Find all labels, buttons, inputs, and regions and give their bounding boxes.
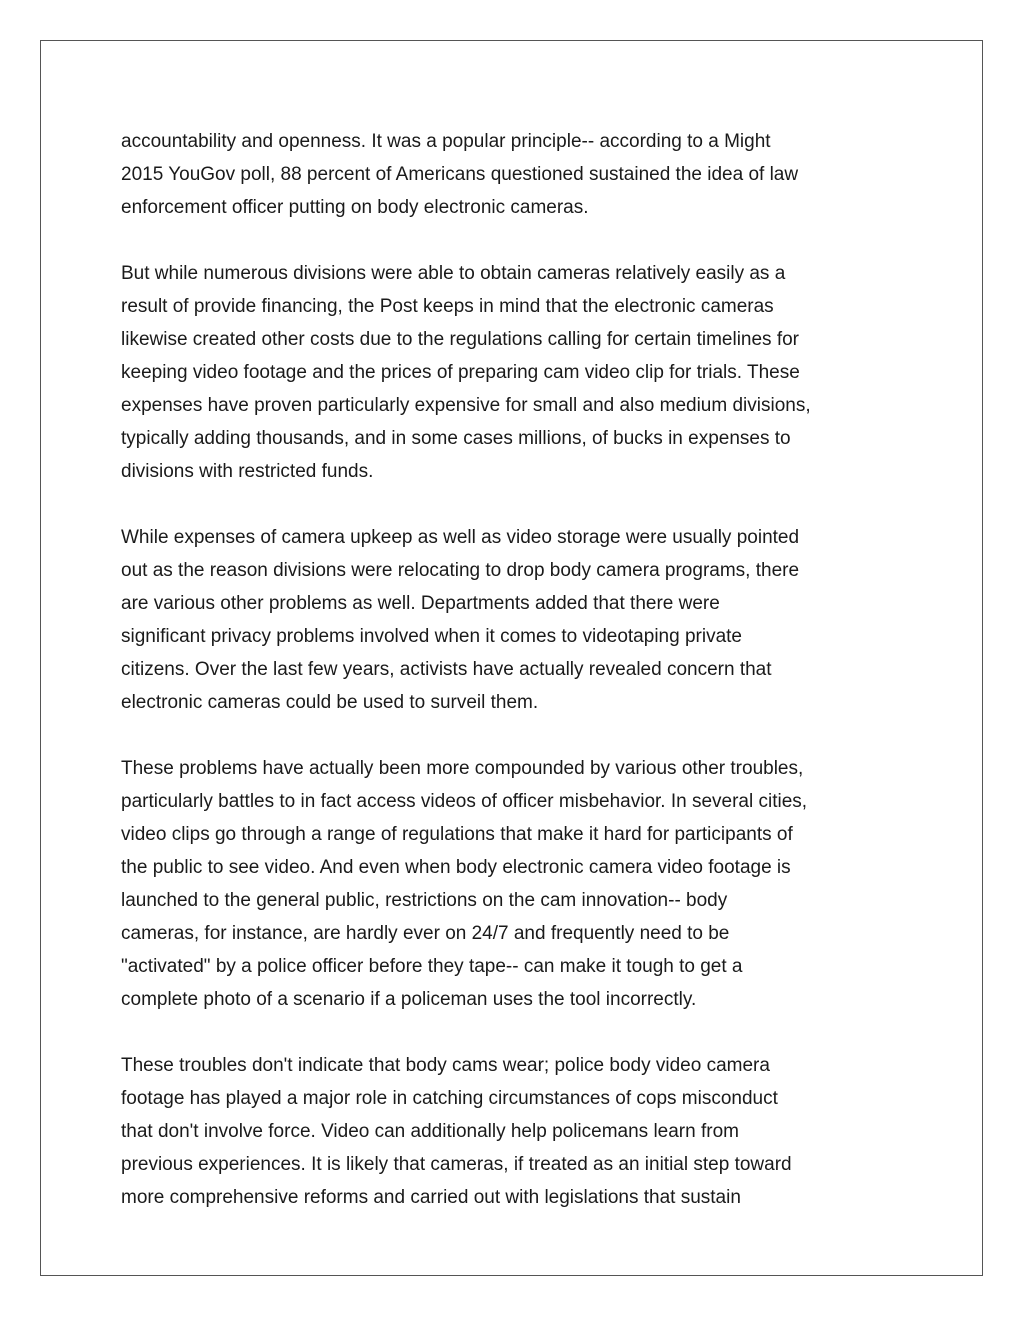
text-line: significant privacy problems involved when it comes to videotaping private <box>121 626 742 647</box>
text-line: likewise created other costs due to the regulations calling for certain timelines for <box>121 329 800 350</box>
text-line: accountability and openness. It was a popular principle-- according to a Might <box>121 131 771 152</box>
text-line: "activated" by a police officer before they tape-- can make it tough to get a <box>121 956 743 977</box>
text-line: more comprehensive reforms and carried out with legislations that sustain <box>121 1187 741 1208</box>
text-line: But while numerous divisions were able to obtain cameras relatively easily as a <box>121 263 786 284</box>
text-line: divisions with restricted funds. <box>121 461 374 482</box>
paragraph-3 <box>121 521 911 719</box>
text-line: out as the reason divisions were relocating to drop body camera programs, there <box>121 560 800 581</box>
text-line: expenses have proven particularly expensive for small and also medium divisions, <box>121 395 811 416</box>
text-line: While expenses of camera upkeep as well as video storage were usually pointed <box>121 527 800 548</box>
text-line: result of provide financing, the Post keeps in mind that the electronic cameras <box>121 296 774 317</box>
paragraph-5 <box>121 1049 911 1214</box>
text-line: keeping video footage and the prices of preparing cam video clip for trials. These <box>121 362 800 383</box>
text-line: cameras, for instance, are hardly ever on 24/7 and frequently need to be <box>121 923 730 944</box>
text-line: typically adding thousands, and in some cases millions, of bucks in expenses to <box>121 428 791 449</box>
paragraph-1 <box>121 125 911 224</box>
text-line: These problems have actually been more compounded by various other troubles, <box>121 758 804 779</box>
document-page <box>40 40 983 1276</box>
text-line: particularly battles to in fact access videos of officer misbehavior. In several cities, <box>121 791 808 812</box>
paragraph-4 <box>121 752 911 1016</box>
document-body <box>121 125 911 1214</box>
text-line: enforcement officer putting on body electronic cameras. <box>121 197 589 218</box>
text-line: previous experiences. It is likely that cameras, if treated as an initial step toward <box>121 1154 792 1175</box>
text-line: footage has played a major role in catching circumstances of cops misconduct <box>121 1088 778 1109</box>
text-line: complete photo of a scenario if a policeman uses the tool incorrectly. <box>121 989 697 1010</box>
text-line: launched to the general public, restrictions on the cam innovation-- body <box>121 890 728 911</box>
text-line: electronic cameras could be used to surveil them. <box>121 692 539 713</box>
text-line: citizens. Over the last few years, activists have actually revealed concern that <box>121 659 772 680</box>
text-line: These troubles don't indicate that body cams wear; police body video camera <box>121 1055 770 1076</box>
text-line: video clips go through a range of regulations that make it hard for participants of <box>121 824 793 845</box>
text-line: the public to see video. And even when body electronic camera video footage is <box>121 857 791 878</box>
text-line: are various other problems as well. Departments added that there were <box>121 593 720 614</box>
text-line: 2015 YouGov poll, 88 percent of Americans questioned sustained the idea of law <box>121 164 799 185</box>
paragraph-2 <box>121 257 911 488</box>
text-line: that don't involve force. Video can additionally help policemans learn from <box>121 1121 739 1142</box>
